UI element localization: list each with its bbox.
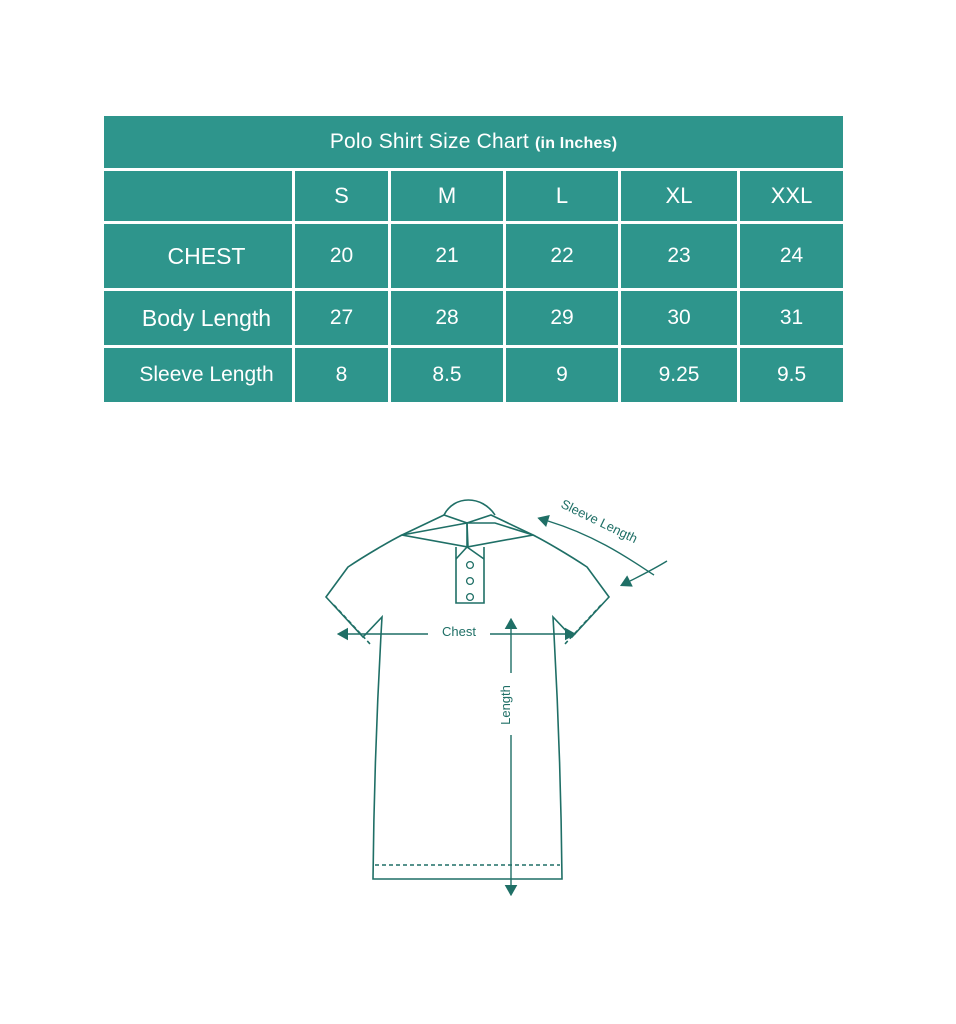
header-size-m: M: [391, 171, 503, 221]
chest-xl-value: 23: [621, 224, 737, 288]
button-bottom: [467, 594, 474, 601]
body-length-m-value: 28: [391, 291, 503, 345]
header-blank-cell: [104, 171, 292, 221]
table-row-body-length: [104, 291, 843, 345]
chart-title-text: Polo Shirt Size Chart: [329, 130, 529, 153]
sleeve-measure-group: [548, 496, 667, 581]
row-label-body-length: Body Length: [104, 291, 292, 345]
header-size-s: S: [295, 171, 388, 221]
sleeve-length-label: Sleeve Length: [558, 496, 640, 547]
body-length-xxl-value: 31: [740, 291, 843, 345]
body-length-l-value: 29: [506, 291, 618, 345]
collar-left-path: [402, 515, 468, 547]
length-label: Length: [498, 685, 513, 725]
body-length-xl-value: 30: [621, 291, 737, 345]
shirt-outline-group: [326, 500, 609, 879]
table-row-header: [104, 171, 843, 221]
chart-title: [104, 116, 843, 168]
length-measure-group: [498, 629, 520, 885]
table-row-sleeve-length: [104, 348, 843, 402]
header-size-l: L: [506, 171, 618, 221]
placket-fold-left: [456, 547, 467, 559]
button-top: [467, 562, 474, 569]
collar-neck-path: [444, 500, 495, 515]
row-label-chest: CHEST: [104, 224, 292, 288]
chest-l-value: 22: [506, 224, 618, 288]
sleeve-length-xxl-value: 9.5: [740, 348, 843, 402]
sleeve-length-s-value: 8: [295, 348, 388, 402]
placket-buttons-group: [467, 562, 474, 601]
header-size-xl: XL: [621, 171, 737, 221]
button-middle: [467, 578, 474, 585]
collar-right-path: [467, 515, 533, 547]
row-label-sleeve-length: Sleeve Length: [104, 348, 292, 402]
sleeve-arrow-lower: [630, 561, 667, 581]
sleeve-length-l-value: 9: [506, 348, 618, 402]
shirt-body-path: [326, 523, 609, 879]
chart-title-units: (in Inches): [535, 135, 618, 152]
placket-fold-right: [467, 547, 484, 559]
sleeve-length-xl-value: 9.25: [621, 348, 737, 402]
chest-m-value: 21: [391, 224, 503, 288]
table-row-chest: [104, 224, 843, 288]
body-length-s-value: 27: [295, 291, 388, 345]
chest-xxl-value: 24: [740, 224, 843, 288]
chest-s-value: 20: [295, 224, 388, 288]
size-chart-table-container: [101, 113, 841, 405]
polo-shirt-diagram: [230, 455, 730, 925]
sleeve-length-m-value: 8.5: [391, 348, 503, 402]
chest-label: Chest: [442, 624, 476, 639]
header-size-xxl: XXL: [740, 171, 843, 221]
size-chart-table: [101, 113, 846, 405]
table-row-title: [104, 116, 843, 168]
